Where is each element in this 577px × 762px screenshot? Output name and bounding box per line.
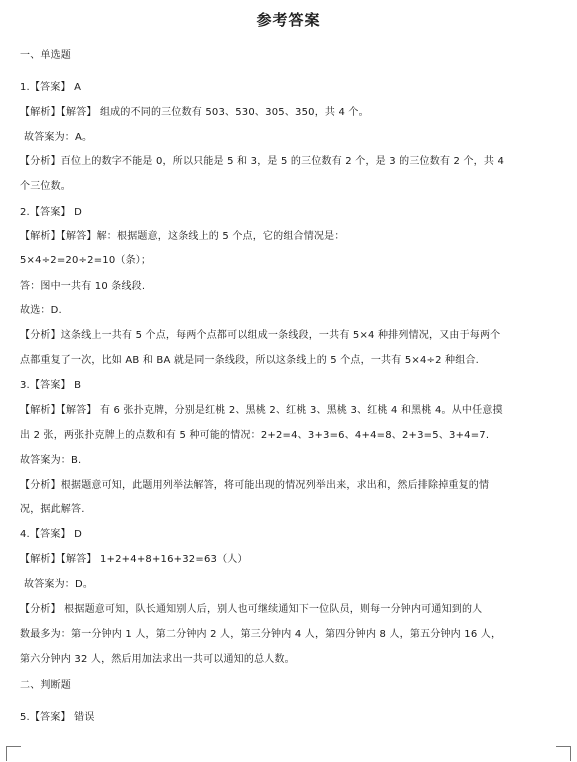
reply-2: 答：图中一共有 10 条线段. (20, 281, 146, 292)
section-heading-single-choice: 一、单选题 (20, 50, 71, 61)
note-3-line-2: 况，据此解答. (20, 504, 85, 515)
note-1-line-1: 【分析】百位上的数字不能是 0，所以只能是 5 和 3，是 5 的三位数有 2 个，是 3 的三位数有 2 个，共 4 (20, 156, 505, 167)
conclusion-1: 故答案为：A。 (24, 132, 93, 143)
answer-2: 2.【答案】 D (20, 207, 83, 218)
section-heading-true-false: 二、判断题 (20, 680, 71, 691)
page-corner-mark-right (556, 746, 571, 761)
conclusion-3: 故答案为：B. (20, 455, 82, 466)
analysis-1: 【解析】【解答】 组成的不同的三位数有 503、530、305、350，共 4 个。 (20, 107, 369, 118)
analysis-3-line-1: 【解析】【解答】 有 6 张扑克牌，分别是红桃 2、黑桃 2、红桃 3、黑桃 3、红桃 4 和黑桃 4。从中任意摸 (20, 405, 503, 416)
answer-3: 3.【答案】 B (20, 380, 82, 391)
answer-1: 1.【答案】 A (20, 82, 82, 93)
note-4-line-2: 数最多为：第一分钟内 1 人，第二分钟内 2 人，第三分钟内 4 人，第四分钟内 8 人，第五分钟内 16 人， (20, 629, 502, 640)
conclusion-4: 故答案为：D。 (24, 579, 94, 590)
analysis-2: 【解析】【解答】解：根据题意，这条线上的 5 个点，它的组合情况是： (20, 231, 345, 242)
note-2-line-1: 【分析】这条线上一共有 5 个点，每两个点都可以组成一条线段，一共有 5×4 种排列情况，又由于每两个 (20, 330, 501, 341)
note-4-line-1: 【分析】 根据题意可知，队长通知别人后，别人也可继续通知下一位队员，则每一分钟内可通知到的人 (20, 604, 483, 615)
page-title: 参考答案 (256, 11, 321, 29)
calculation-2: 5×4÷2=20÷2=10（条）； (20, 255, 152, 266)
analysis-3-line-2: 出 2 张，两张扑克牌上的点数和有 5 种可能的情况：2+2=4、3+3=6、4+4=8、2+3=5、3+4=7. (20, 430, 490, 441)
answer-5: 5.【答案】 错误 (20, 712, 95, 723)
page-corner-mark-left (6, 746, 21, 761)
answer-4: 4.【答案】 D (20, 529, 83, 540)
analysis-4: 【解析】【解答】 1+2+4+8+16+32=63（人） (20, 554, 248, 565)
note-3-line-1: 【分析】根据题意可知，此题用列举法解答，将可能出现的情况列举出来，求出和，然后排除掉重复的情 (20, 480, 490, 491)
conclusion-2: 故选：D. (20, 305, 62, 316)
note-4-line-3: 第六分钟内 32 人，然后用加法求出一共可以通知的总人数。 (20, 654, 295, 665)
note-2-line-2: 点都重复了一次，比如 AB 和 BA 就是同一条线段，所以这条线上的 5 个点，一共有 5×4÷2 种组合. (20, 355, 480, 366)
note-1-line-2: 个三位数。 (20, 181, 71, 192)
